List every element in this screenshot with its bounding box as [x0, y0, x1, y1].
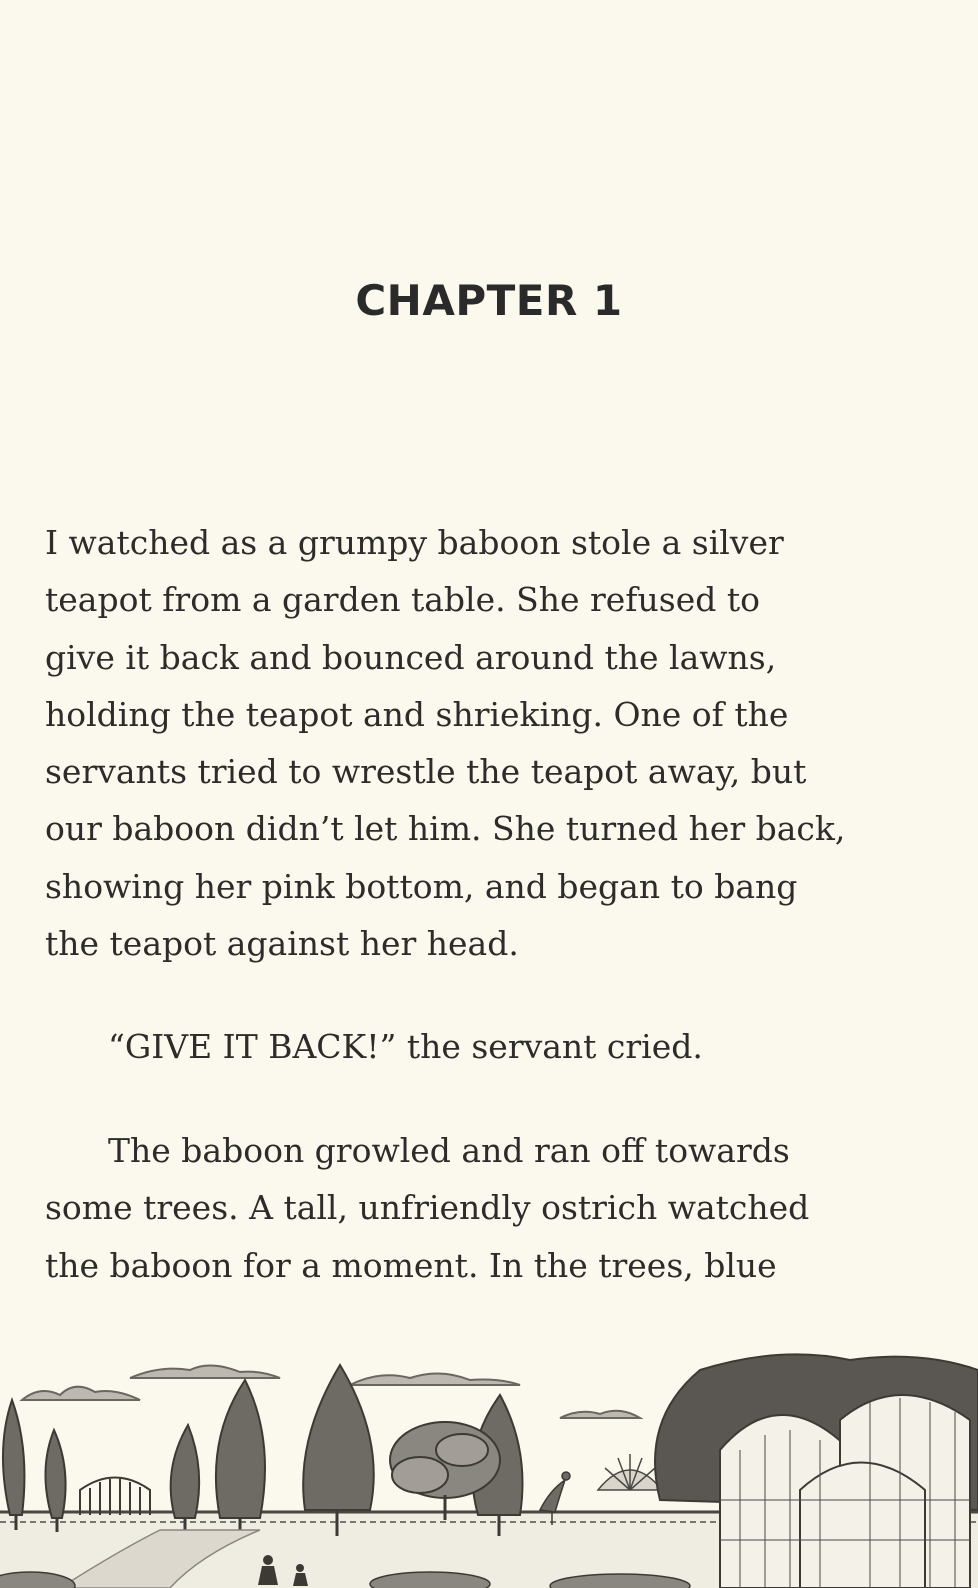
cloud	[350, 1373, 520, 1385]
text-line: the baboon for a moment. In the trees, blue	[45, 1245, 777, 1285]
chapter-title: CHAPTER 1	[355, 276, 623, 325]
tree	[303, 1365, 374, 1510]
cloud	[560, 1411, 640, 1418]
tree	[3, 1400, 24, 1515]
text-line: “GIVE IT BACK!” the servant cried.	[108, 1027, 703, 1066]
gate	[80, 1478, 150, 1516]
text-line: our baboon didn’t let him. She turned her back,	[45, 809, 846, 849]
paragraph-1	[45, 514, 945, 972]
text-line: The baboon growled and ran off towards	[108, 1131, 790, 1170]
greenhouse	[720, 1395, 970, 1588]
text-line: give it back and bounced around the lawns,	[45, 637, 777, 677]
garden-illustration	[0, 1340, 978, 1588]
tree	[216, 1380, 265, 1518]
text-line: teapot from a garden table. She refused to	[45, 580, 760, 620]
text-line: I watched as a grumpy baboon stole a silver	[45, 523, 784, 562]
cloud	[130, 1365, 280, 1378]
text-line: servants tried to wrestle the teapot away, but	[45, 752, 807, 792]
text-line: holding the teapot and shrieking. One of the	[45, 694, 789, 734]
peacock-fan	[598, 1454, 662, 1490]
paragraph-2	[45, 1018, 945, 1075]
text-line: the teapot against her head.	[45, 924, 519, 964]
text-line: showing her pink bottom, and began to bang	[45, 866, 798, 906]
paragraph-3	[45, 1122, 945, 1294]
tree	[45, 1430, 65, 1518]
cloud	[22, 1387, 140, 1400]
tree	[171, 1425, 200, 1518]
text-line: some trees. A tall, unfriendly ostrich watched	[45, 1188, 810, 1228]
